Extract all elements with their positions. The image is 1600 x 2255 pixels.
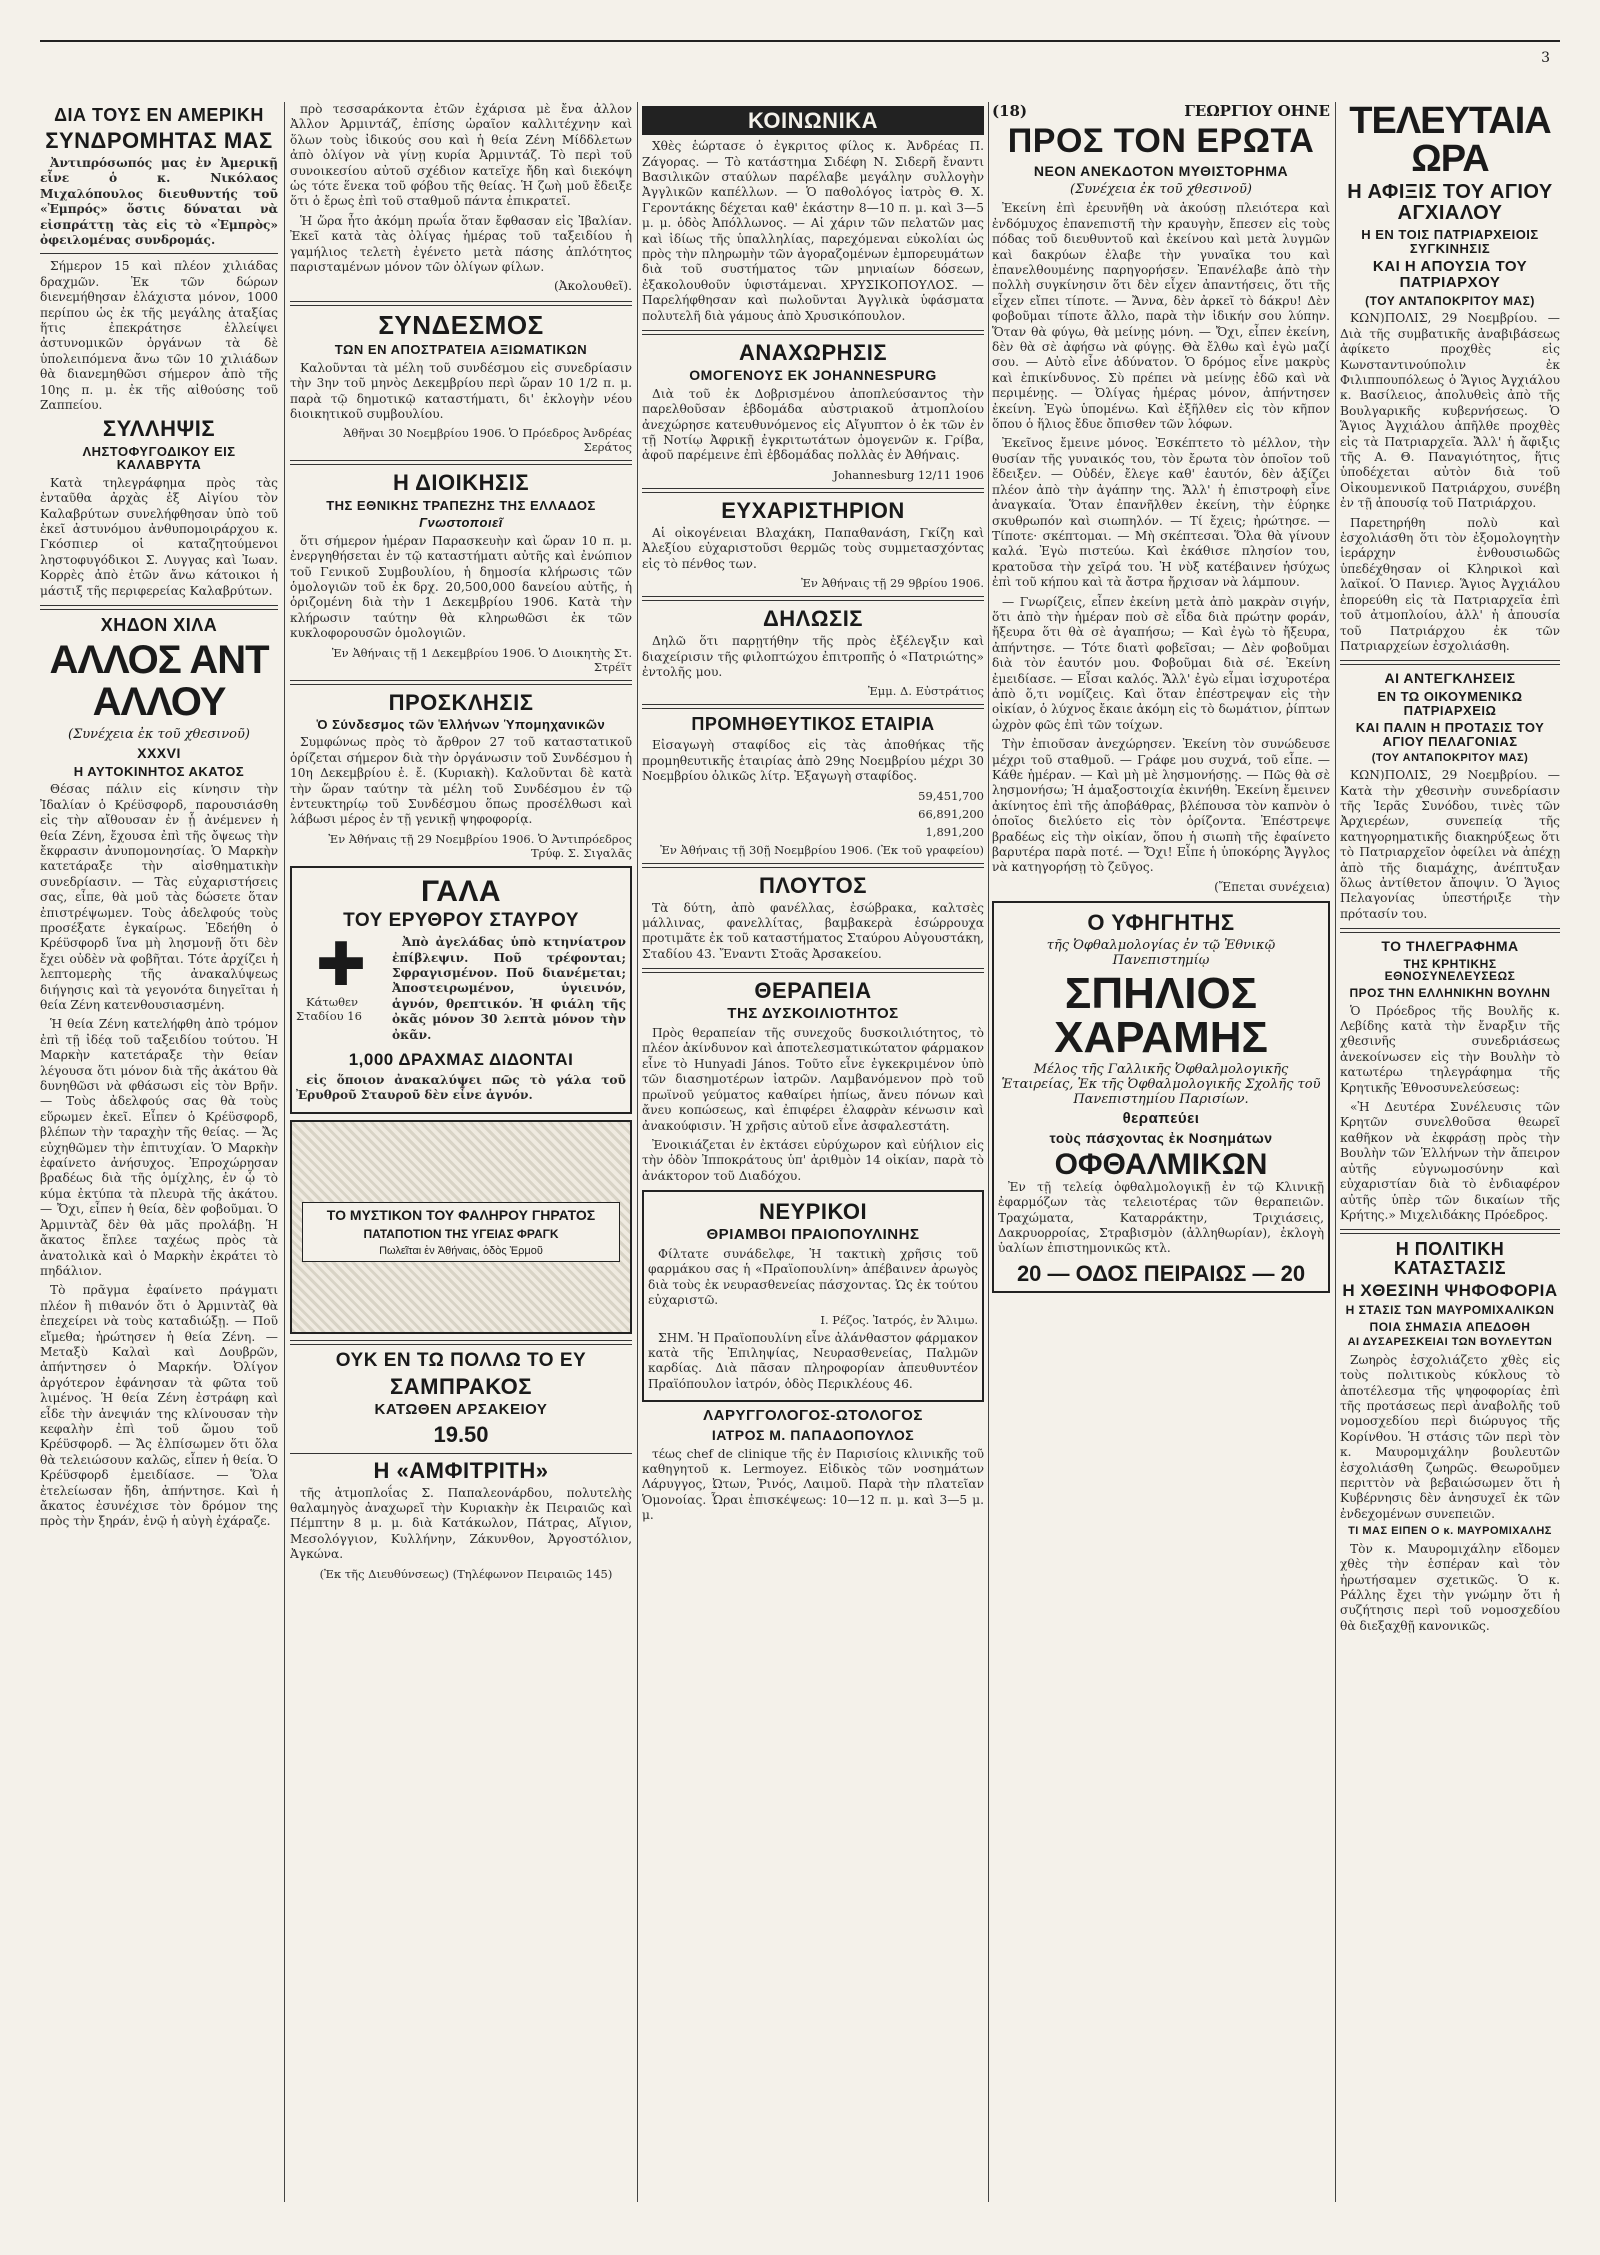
article-text: Διὰ τοῦ ἐκ Δοβρισμένου ἀποπλεύσαντος τὴν παρελθοῦσαν ἑβδομάδα αὐστριακοῦ ἀτμοπλοίου ἀνεχώρησε κατευθυνόμενος εἰς Αἴγυπτον ὁ ἐκ τῶν ἐν τῇ Νοτίῳ Ἀφρικῇ ἐγκριτωτάτων ὁμογενῶν κ. Γρίβα, ἀφοῦ παρέμεινε ἐπὶ ἑβδομάδας πολλὰς ἐν Ἀθήναις.: [642, 386, 984, 463]
chapter-number: XXXVI: [137, 745, 181, 761]
subheading: ΙΑΤΡΟΣ Μ. ΠΑΠΑΔΟΠΟΥΛΟΣ: [711, 1426, 915, 1443]
divider: [1340, 1229, 1560, 1234]
divider: [642, 968, 984, 973]
subheadline: ΤΗΣ ΚΡΗΤΙΚΗΣ ΕΘΝΟΣΥΝΕΛΕΥΣΕΩΣ: [1384, 956, 1516, 984]
divider: [40, 605, 278, 610]
ad-text: εἰς ὅποιον ἀνακαλύψει πῶς τὸ γάλα τοῦ Ἐρυθροῦ Σταυροῦ δὲν εἶνε ἁγνόν.: [296, 1072, 626, 1103]
ad-subheading: ΚΑΤΩΘΕΝ ΑΡΣΑΚΕΙΟΥ: [374, 1400, 548, 1418]
article-text: ΚΩΝ)ΠΟΛΙΣ, 29 Νοεμβρίου. — Κατὰ τὴν χθεσινὴν συνεδρίασιν τῆς Ἱερᾶς Συνόδου, τινὲς τῶν Ἀρχιερέων, συνεπείᾳ τῆς κατηγορηματικῆς διακηρύξεως ὅτι τὸ Πατριαρχεῖον ὀφείλει νὰ ἀπέχῃ ἀπὸ τῆς διαμάχης, ἀνέπτυξαν ὅλως ἀντίθετον ἄποψιν. Ὁ Ἅγιος Πελαγονίας ὑπεστήριξε τὴν πρότασίν του.: [1340, 768, 1560, 921]
divider: [642, 330, 984, 335]
divider: [290, 1453, 632, 1454]
signature: Ἐν Ἀθήναις τῇ 29 9βρίου 1906.: [801, 576, 984, 591]
ad-address: Πωλεῖται ἐν Ἀθήναις, ὁδὸς Ἑρμοῦ: [379, 1244, 543, 1257]
ad-product: ΠΑΤΑΠΟΤΙΟΝ ΤΗΣ ΥΓΕΙΑΣ ΦΡΑΓΚ: [363, 1226, 559, 1241]
divider: [642, 863, 984, 868]
byline: (ΤΟΥ ΑΝΤΑΠΟΚΡΙΤΟΥ ΜΑΣ): [1371, 751, 1529, 764]
heading: ΣΥΛΛΗΨΙΣ: [102, 416, 216, 442]
page-number: 3: [1541, 50, 1550, 66]
medicine-advertisement: [642, 1190, 984, 1402]
ad-subtitle: ΤΟΥ ΕΡΥΘΡΟΥ ΣΤΑΥΡΟΥ: [343, 910, 579, 932]
subheading: Γνωστοποιεῖ: [419, 515, 503, 531]
headline: Η ΑΦΙΞΙΣ ΤΟΥ ΑΓΙΟΥ ΑΓΧΙΑΛΟΥ: [1347, 181, 1553, 224]
subheadline: Η ΕΝ ΤΟΙΣ ΠΑΤΡΙΑΡΧΕΙΟΙΣ ΣΥΓΚΙΝΗΣΙΣ: [1361, 227, 1539, 256]
notice-text: Συμφώνως πρὸς τὸ ἄρθρον 27 τοῦ καταστατικοῦ ὁρίζεται σήμερον διὰ τὴν ὀργάνωσιν τοῦ Συνδέσμου ἡ 10η Δεκεμβρίου ἐ. ἔ. (Κυριακὴ). Καλοῦνται δὲ κατὰ τὴν ὥραν ταύτην τὰ μέλη τοῦ Συνδέσμου ἐν τῷ ἐντευκτηρίῳ τοῦ Συνδέσμου ὅπως προσέλθωσι καὶ λάβωσι μέρος ἐν τῇ γενικῇ ψηφοφορίᾳ.: [290, 735, 632, 827]
heading: ΠΛΟΥΤΟΣ: [759, 872, 867, 898]
subheadline: ΕΝ ΤΩ ΟΙΚΟΥΜΕΝΙΚΩ ΠΑΤΡΙΑΡΧΕΙΩ: [1377, 689, 1523, 718]
heading: ΠΡΟΜΗΘΕΥΤΙΚΟΣ ΕΤΑΙΡΙΑ: [691, 714, 935, 735]
heading: ΣΥΝΔΕΣΜΟΣ: [378, 309, 544, 340]
ad-price: 19.50: [433, 1421, 489, 1447]
serial-text: — Γνωρίζεις, εἶπεν ἐκείνη μετὰ ἀπὸ μακρὰν σιγήν, ὅτι ἀπὸ τὴν ἡμέραν ποὺ σὲ εἶδα διὰ πρώτην φοράν, ἤξευρα ὅτι θὰ σὲ ἀγαπήσω; — Καὶ ἐγὼ τὸ ἤξευρα, ἀπήντησε. — Τότε διατὶ φοβεῖσαι; — Δὲν φοβοῦμαι διὰ τὸν ἑαυτόν μου. Φοβοῦμαι διὰ σέ. Ἐκείνη ἐμειδίασε. — Εἶσαι καλός. Ἄλλ' ἐγὼ εἶμαι ἰσχυροτέρα ἀπὸ ὅ,τι νομίζεις. Καὶ ὅταν ἐπέστρεψαν εἰς τὴν οἰκίαν, ὁ λύχνος ἔκαιε ἀκόμη εἰς τὸ δωμάτιον, ῥίπτων ὠχρὸν φῶς ἐπὶ τῶν τοίχων.: [992, 594, 1330, 732]
divider: [290, 301, 632, 306]
ad-heading: ΣΑΜΠΡΑΚΟΣ: [390, 1373, 532, 1399]
ad-text: Ἀπὸ ἀγελάδας ὑπὸ κτηνίατρον ἐπίβλεψιν. Ποῦ τρέφονται; Σφραγισμένον. Ποῦ διανέμεται; Ἀποστειρωμένον, ὑγιεινόν, ἁγνόν, θρεπτικόν. Ἡ φιάλη τῆς ὀκᾶς μόνον 30 λεπτὰ μόνον τὴν ὀκᾶν.: [392, 935, 626, 1042]
column-2: [290, 102, 632, 2202]
column-rule: [988, 102, 989, 2202]
subheading: ΟΜΟΓΕΝΟΥΣ ΕΚ JOHANNESPURG: [689, 367, 937, 384]
signature: Ἐν Ἀθήναις τῇ 29 Νοεμβρίου 1906. Ὁ Ἀντιπρόεδρος Τρύφ. Σ. Σιγαλᾶς: [328, 831, 632, 860]
signature: Ἐν Ἀθήναις τῇ 1 Δεκεμβρίου 1906. Ὁ Διοικητὴς Στ. Στρέϊτ: [331, 645, 632, 674]
heading: ΕΥΧΑΡΙΣΤΗΡΙΟΝ: [721, 497, 905, 523]
notice-text: Δηλῶ ὅτι παρῃτήθην τῆς πρὸς ἐξέλεγξιν καὶ διαχείρισιν τῆς φιλοπτώχου ἐπιτροπῆς ὁ «Πατριώτης» ἐντολῆς μου.: [642, 634, 984, 679]
heading: ΘΕΡΑΠΕΙΑ: [754, 978, 872, 1004]
subheadline: ΑΙ ΔΥΣΑΡΕΣΚΕΙΑΙ ΤΩΝ ΒΟΥΛΕΥΤΩΝ: [1347, 1336, 1553, 1349]
red-cross-icon: ✚: [315, 930, 367, 1001]
column-rule: [1335, 102, 1336, 2202]
ad-title: Ο ΥΦΗΓΗΤΗΣ: [1087, 910, 1235, 936]
novel-title: ΑΛΛΟΣ ΑΝΤ ΑΛΛΟΥ: [49, 638, 269, 724]
serial-subtitle: ΝΕΟΝ ΑΝΕΚΔΟΤΟΝ ΜΥΘΙΣΤΟΡΗΜΑ: [1033, 162, 1289, 179]
serial-title: ΠΡΟΣ ΤΟΝ ΕΡΩΤΑ: [1007, 122, 1315, 160]
notice-text: Εἰσαγωγὴ σταφίδος εἰς τὰς ἀποθήκας τῆς προμηθευτικῆς ἑταιρίας ἀπὸ 29ης Νοεμβρίου μέχρι 30 Νοεμβρίου ὁλικῶς λίτρ. Ἐξαγωγὴ σταφίδος.: [642, 738, 984, 784]
divider: [1340, 928, 1560, 933]
ad-heading: ΟΥΚ ΕΝ ΤΩ ΠΟΛΛΩ ΤΟ ΕΥ: [335, 1349, 587, 1371]
signature: Ἐν Ἀθήναις τῇ 30ῇ Νοεμβρίου 1906. (Ἐκ τοῦ γραφείου): [660, 842, 984, 857]
heading: Η ΔΙΟΙΚΗΣΙΣ: [392, 470, 530, 496]
article-text: Ζωηρὸς ἐσχολιάζετο χθὲς εἰς τοὺς πολιτικοὺς κύκλους τὸ ἀποτέλεσμα τῆς ψηφοφορίας ἐπὶ τῆς προτάσεως περὶ ἀναβολῆς τοῦ νομοσχεδίου περὶ διώρυγος τῆς Κορίνθου. Ἡ στάσις τῶν περὶ τὸν κ. Μαυρομιχάλην βουλευτῶν ἐσχολιάσθη ζωηρῶς. Θεωροῦμεν περιττὸν νὰ βεβαιώσωμεν ὅτι ἡ Κυβέρνησις δὲν ἀνησυχεῖ ἐκ τῶν ἐνδεχομένων συνεπειῶν.: [1340, 1352, 1560, 1521]
heading: ΔΗΛΩΣΙΣ: [762, 606, 864, 632]
divider: [290, 1340, 632, 1345]
serial-author: ΓΕΩΡΓΙΟΥ ΟΗΝΕ: [1184, 102, 1330, 120]
subheadline: ΚΑΙ ΠΑΛΙΝ Η ΠΡΟΤΑΣΙΣ ΤΟΥ ΑΓΙΟΥ ΠΕΛΑΓΟΝΙΑΣ: [1355, 720, 1545, 749]
serial-text: Ἐκείνη ἐπὶ ἐρευνῆθη νὰ ἀκούσῃ πλειότερα καὶ ἐνδόμυχος ἐπανεπιστῆ τὴν κραυγὴν, ἔπεσεν εἰς τοὺς πόδας τοῦ διευθυντοῦ καὶ ἐκείνου καὶ μετὰ λυγμῶν καὶ δακρύων ἐλαβε τὴν γυναῖκα του καὶ ἐπανελθουμένης παρηγορήσεν. Ἐπανέλαβε ἀπὸ τὴν πολλὴ συγκίνησιν ὅτι δὲν εἶχεν ἀπαντήσεις, ὅτι τῆς εἶχεν εἴπει τίποτε. — Ἄννα, δὲν ἀρκεῖ τὸ δάκρυ! Δὲν φοβοῦμαι τίποτε ἄλλο, παρὰ τὴν ἰδικήν σου λύπην. Ὅταν θὰ φύγω, θὰ μείνῃς μόνη. — Ὄχι, εἶπεν ἐκείνη, δὲν θὰ σὲ ἀφήσω νὰ φύγῃς. Θὰ ἔλθω καὶ ἐγὼ μαζί σου. — Αὐτὸ εἶνε ἀδύνατον. Ὁ δρόμος εἶνε μακρὺς καὶ ἐπικίνδυνος. Σὺ πρέπει νὰ μείνῃς ἐδῶ καὶ νὰ περιμένῃς. — Ὀλίγας ἡμέρας μόνον, ἀπήντησεν ἐκείνη. Ἐγὼ ὑπομένω. Καὶ ἐξῆλθεν εἰς τὸν κῆπον ὅπου ὁ ἥλιος ἔδυε ὄπισθεν τῶν λόφων.: [992, 201, 1330, 432]
milk-advertisement: [290, 866, 632, 1114]
divider: [642, 704, 984, 709]
ad-text: Ἐν τῇ τελείᾳ ὀφθαλμολογικῇ ἐν τῷ Κλινικῇ ἐφαρμόζων τὰς τελειοτέρας τῶν θεραπειῶν. Τραχώματα, Καταρράκτην, Τριχιάσεις, Δακρυορροίας, Στραβισμὸν (ἀλληθωρίαν), ἐκλογὴ ὑαλίων ἐπιστημονικῶς κτλ.: [998, 1179, 1324, 1256]
heading: ΠΡΟΣΚΛΗΣΙΣ: [388, 689, 534, 715]
chapter-title: Η ΑΥΤΟΚΙΝΗΤΟΣ ΑΚΑΤΟΣ: [73, 763, 245, 779]
signature: Ἀθῆναι 30 Νοεμβρίου 1906. Ὁ Πρόεδρος Ἀνδρέας Σεράτος: [343, 426, 632, 455]
divider: [642, 488, 984, 493]
heading: ΧΗΔΟΝ ΧΙΛΑ: [100, 615, 218, 636]
section-heading: ΚΟΙΝΩΝΙΚΑ: [642, 106, 984, 135]
doctor-surname: ΧΑΡΑΜΗΣ: [1054, 1013, 1268, 1063]
continued-note: (Ἀκολουθεῖ).: [553, 279, 632, 294]
article-text: Κατὰ τηλεγράφημα πρὸς τὰς ἐνταῦθα ἀρχὰς ἐξ Αἰγίου τὸν Καλαβρύτων συνελήφθησαν ὑπὸ τοῦ ἐκεῖ ἀστυνόμου ἀνθυπομοιράρχου κ. Γκόσπιερ οἱ καταζητούμενοι ληστοφυγόδικοι Σ. Λυγγας καὶ Ἰωαν. Κορρὲς ἀπὸ ἐτῶν ἄνω κάτοικοι ἡ μάστιξ τῆς περιφερείας Καλαβρύτων.: [40, 475, 278, 598]
notice-text: Καλοῦνται τὰ μέλη τοῦ συνδέσμου εἰς συνεδρίασιν τὴν 3ην τοῦ μηνὸς Δεκεμβρίου περὶ ὥραν 10 1/2 π. μ. παρὰ τῷ δημοτικῷ καταστήματι, δι' ἐκλογὴν νέου διοικητικοῦ συμβουλίου.: [290, 360, 632, 422]
figure: 66,891,200: [918, 806, 984, 821]
breaking-news: [1340, 102, 1560, 2202]
article-text: «Ἡ Δευτέρα Συνέλευσις τῶν Κρητῶν συνελθοῦσα θεωρεῖ καθῆκον νὰ ἐκφράσῃ πρὸς τὴν Βουλὴν τῶν Ἑλλήνων τὴν ἄπειρον αὐτῆς εὐγνωμοσύνην καὶ εὐχαριστίαν διὰ τὸ ἐνδιαφέρον αὐτῆς ὑπὲρ τῶν δικαίων τῆς Κρήτης.» Μιχελιδάκης Πρόεδρος.: [1340, 1100, 1560, 1222]
ad-text: τέως chef de clinique τῆς ἐν Παρισίοις κλινικῆς τοῦ καθηγητοῦ κ. Lermoyez. Εἰδικὸς τῶν νοσημάτων Λάρυγγος, Ὠτων, Ῥινός, Λαιμοῦ. Παρὰ τὴν πλατεῖαν Ὁμονοίας. Ὧραι ἐπισκέψεως: 10—12 π. μ. καὶ 3—5 μ. μ.: [642, 1446, 984, 1523]
signature: (Ἐκ τῆς Διευθύνσεως) (Τηλέφωνον Πειραιῶς 145): [319, 1566, 613, 1581]
column-1: [40, 102, 278, 2202]
column-3: [642, 102, 984, 2202]
serial-text: Τὴν ἐπιοῦσαν ἀνεχώρησεν. Ἐκείνη τὸν συνώδευσε μέχρι τοῦ σταθμοῦ. — Γράφε μου συχνά, τοῦ εἶπε. — Κάθε ἡμέραν. — Καὶ μὴ μὲ λησμονήσῃς. — Πῶς θὰ σὲ λησμονήσω; Ἡ ἁμαξοστοιχία ἐκινήθη. Ἐκείνη ἔμεινεν ἀκίνητος ἐπὶ τῆς ἀποβάθρας, βλέπουσα τὸν καπνὸν ὁ ὁποῖος διελύετο εἰς τὸν ὁρίζοντα. Ἐπέστρεψε βραδέως εἰς τὴν οἰκίαν, ὅπου ἡ σιωπὴ τῆς ἐφαίνετο βαρυτέρα παρὰ ποτέ. — Ὄχι! Εἶπε ἡ ὑποκόρης Ἄγγλος νὰ κατηγορήσῃ τὸ ζεῦγος.: [992, 737, 1330, 875]
heading: ΔΙΑ ΤΟΥΣ ΕΝ ΑΜΕΡΙΚΗ: [54, 105, 264, 125]
serial-number: (18): [992, 102, 1028, 120]
ad-text: Πρὸς θεραπείαν τῆς συνεχοῦς δυσκοιλιότητος, τὸ πλέον ἀκίνδυνον καὶ ἀποτελεσματικώτατον φάρμακον εἶνε τὸ Hunyadi János. Τοῦτο εἶνε ἐγκεκριμένον ὑπὸ τῶν διασημοτέρων ἰατρῶν. Λαμβανόμενον πρὸ τοῦ πρωϊνοῦ γεύματος καθαίρει ἡπίως, ἄνευ πόνων καὶ ἄνευ κοπώσεως, καὶ ἐπιφέρει ἐλαφρὰν κένωσιν καὶ ἀνακούφισιν. Ἡ χρῆσις αὐτοῦ εἶνε ἀσφαλεστάτη.: [642, 1026, 984, 1133]
headline: Η ΠΟΛΙΤΙΚΗ ΚΑΤΑΣΤΑΣΙΣ: [1393, 1239, 1507, 1279]
novel-text: Ἡ θεία Ζένη κατελήφθη ἀπὸ τρόμον ἐπὶ τῇ ἰδέᾳ τοῦ ταξειδίου τούτου. Ἡ Μαρκὴν κατετάραξε τὴν θείαν λέγουσα ὅτι μόνον διὰ τῆς ἀκάτου θὰ δυνηθῶσι νὰ φθάσωσι εἰς τὸν Βρῆν. — Τοὺς ἀδελφούς σας θὰ τοὺς εὕρωμεν ἐκεῖ. Εἶπεν ὁ Κρέϋσφορδ, βλέπων τὴν ταραχὴν τῆς θείας. — Ἄς εὐχηθῶμεν τὴν ἐπιτυχίαν. Ὁ Μαρκὴν ἐφαίνετο ἀνήσυχος. Ἐπροχώρησαν βραδέως διὰ τῆς ὁμίχλης, ἐν ᾧ τὸ κύμα ἐκτύπα τὰ πλευρὰ τῆς ἀκάτου. — Ὄχι, εἶπεν ἡ θεία, δὲν φοβοῦμαι. Ὁ Ἀρμιντὰζ δὲν θὰ μᾶς προλάβῃ. Ἡ ἄκατος ἔπλεε ταχέως πρὸς τὰ ἀνατολικὰ καὶ ὁ Μαρκὴν ἐκράτει τὸ πηδάλιον.: [40, 1017, 278, 1278]
continued-note: (Ἔπεται συνέχεια): [1214, 879, 1330, 894]
headline: ΑΙ ΑΝΤΕΓΚΛΗΣΕΙΣ: [1384, 670, 1516, 687]
article-text: Τὸν κ. Μαυρομιχάλην εἴδομεν χθὲς τὴν ἑσπέραν καὶ τὸν ἠρωτήσαμεν σχετικῶς. Ὁ κ. Ράλλης ἔχει τὴν γνώμην ὅτι ἡ συζήτησις περὶ τοῦ νομοσχεδίου θὰ διεξαχθῇ κανονικῶς.: [1340, 1541, 1560, 1633]
ad-prize: 1,000 ΔΡΑΧΜΑΣ ΔΙΔΟΝΤΑΙ: [348, 1050, 574, 1070]
subheadline: ΠΡΟΣ ΤΗΝ ΕΛΛΗΝΙΚΗΝ ΒΟΥΛΗΝ: [1349, 986, 1551, 1001]
ad-title: ΝΕΥΡΙΚΟΙ: [758, 1199, 868, 1225]
subheading: ΤΗΣ ΕΘΝΙΚΗΣ ΤΡΑΠΕΖΗΣ ΤΗΣ ΕΛΛΑΔΟΣ: [326, 497, 596, 513]
subheadline: Η ΣΤΑΣΙΣ ΤΩΝ ΜΑΥΡΟΜΙΧΑΛΙΚΩΝ: [1345, 1302, 1555, 1317]
figure: 1,891,200: [925, 824, 984, 839]
novel-text: Ἡ ὥρα ἦτο ἀκόμη πρωΐα ὅταν ἔφθασαν εἰς Ἰβαλίαν. Ἐκεῖ κατὰ τὰς ὀλίγας ἡμέρας τοῦ ταξειδίου ἡ γαμήλιος τελετὴ ἐγένετο μετὰ πάσης ἁπλότητος παρισταμένων μόνον τῶν ὀλίγων φίλων.: [290, 213, 632, 275]
subheading: ΛΗΣΤΟΦΥΓΟΔΙΚΟΥ ΕΙΣ ΚΑΛΑΒΡΥΤΑ: [82, 443, 236, 473]
divider: [290, 460, 632, 465]
ad-title: ΓΑΛΑ: [420, 874, 502, 908]
ad-subheading: τοὺς πάσχοντας ἐκ Νοσημάτων: [1049, 1130, 1273, 1147]
subheading: Ὁ Σύνδεσμος τῶν Ἑλλήνων Ὑπομηχανικῶν: [316, 716, 606, 732]
headline: ΤΟ ΤΗΛΕΓΡΑΦΗΜΑ: [1381, 938, 1519, 955]
ad-text: Ἐνοικιάζεται ἐν ἐκτάσει εὐρύχωρον καὶ εὐήλιον εἰς τὴν ὁδὸν Ἰπποκράτους ὑπ' ἀριθμὸν 14 οἰκίαν, παρὰ τὸ ἀνάκτορον τοῦ Διαδόχου.: [642, 1137, 984, 1183]
novel-subtitle: (Συνέχεια ἐκ τοῦ χθεσινοῦ): [68, 727, 250, 742]
ship-heading: Η «ΑΜΦΙΤΡΙΤΗ»: [373, 1457, 549, 1483]
byline: (ΤΟΥ ΑΝΤΑΠΟΚΡΙΤΟΥ ΜΑΣ): [1365, 293, 1535, 308]
subheadline: ΚΑΙ Η ΑΠΟΥΣΙΑ ΤΟΥ ΠΑΤΡΙΑΡΧΟΥ: [1372, 258, 1528, 292]
ad-text: Φίλτατε συνάδελφε, Ἡ τακτικὴ χρῆσις τοῦ φαρμάκου σας ἡ «Πραϊοπουλίνη» ἀπέβαινεν ἀρωγὸς διὰ τοὺς ἐκ νευρασθενείας πάσχοντας. Ὡς ἐκ τούτου εὐχαριστῶ.: [648, 1246, 978, 1308]
banner-heading: ΤΕΛΕΥΤΑΙΑ ΩΡΑ: [1349, 102, 1551, 180]
ad-title: ΤΟ ΜΥΣΤΙΚΟΝ ΤΟΥ ΦΑΛΗΡΟΥ ΓΗΡΑΤΟΣ: [326, 1206, 596, 1223]
serial-text: Ἐκεῖνος ἔμεινε μόνος. Ἐσκέπτετο τὸ μέλλον, τὴν θυσίαν τῆς γυναικός του, τὸν ἔρωτα τὸν ὁποῖον τοῦ ἔδειξεν. — Οὐδέν, ἔλεγε καθ' ἑαυτόν, δὲν ἀξίζει πλέον ἀπὸ τὴν ἀγάπην της. Ἄλλ' ἡ ἐπιστροφὴ εἶνε ἀναγκαία. Ὅταν ἐπανῆλθεν ἐκείνη, τὴν ἐύρηκε σκυθρωπόν καὶ σιωπηλόν. — Τί ἔχεις; ἠρώτησε. — Τίποτε· σκέπτομαι. — Μὴ σκέπτεσαι. Ὅλα θὰ γίνουν καλά. Ἐγὼ πιστεύω. Καὶ ἐκάθισε πλησίον του, κρατοῦσα τὴν χεῖρά του. Ἡ νὺξ κατέβαινεν ἡσύχως ἐπὶ τοῦ κήπου καὶ τὰ ἄστρα ἤρχισαν νὰ λάμπουν.: [992, 436, 1330, 590]
ship-text: τῆς ἀτμοπλοΐας Σ. Παπαλεονάρδου, πολυτελὴς θαλαμηγὸς ἀναχωρεῖ τὴν Κυριακὴν ἐκ Πειραιῶς καὶ Πέμπτην 8 μ. μ. διὰ Κατάκωλον, Πάτρας, Αἴγιον, Μεσολόγγιον, Κυλλήνην, Ζάκυνθον, Ἀργοστόλιον, Ἀγκώνα.: [290, 1485, 632, 1562]
ad-address: Κάτωθεν Σταδίου 16: [296, 995, 362, 1024]
article-text: Σήμερον 15 καὶ πλέον χιλιάδας δραχμῶν. Ἐκ τῶν δώρων διενεμήθησαν ἐλάχιστα μόνον, 1000 περίπου ὡς ἐκ τῆς μεγάλης ἀταξίας ἥτις ἐπεκράτησε ἐλλείψει ἀστυνομικῶν ὀργάνων τὰ δὲ ὑπολειπόμενα ἄνω τῶν 10 χιλιάδων θὰ διανεμηθῶσι σήμερον ἀπὸ τῆς 10ης π. μ. ἐκ τῆς αἰθούσης τοῦ Ζαππείου.: [40, 259, 278, 413]
heading: ΑΝΑΧΩΡΗΣΙΣ: [738, 339, 888, 365]
heading: ΛΑΡΥΓΓΟΛΟΓΟΣ-ΩΤΟΛΟΓΟΣ: [703, 1407, 923, 1425]
divider: [642, 596, 984, 601]
divider: [290, 680, 632, 685]
ad-subtitle: τῆς Ὀφθαλμολογίας ἐν τῷ Ἐθνικῷ Πανεπιστημίῳ: [1046, 938, 1276, 969]
ad-text: ΣΗΜ. Ἡ Πραϊοπουλίνη εἶνε ἀλάνθαστον φάρμακον κατὰ τῆς Ἐπιληψίας, Νευρασθενείας, Παλμῶν καρδίας. Διὰ πᾶσαν πληροφορίαν ἀπευθυντέον Πραϊόπουλον ἰατρόν, ὁδὸς Περικλέους 46.: [648, 1330, 978, 1391]
ad-text: Τὰ δύτη, ἀπὸ φανέλλας, ἐσώβρακα, καλτσὲς μάλλινας, φανελλίτας, βαμβακερὰ ἐσώρρουχα προτιμᾶτε ἐκ τοῦ καταστήματος Σταύρου Αὐγουστάκη, Σταδίου 43. Ἔναντι Στοᾶς Ἀρσακείου.: [642, 900, 984, 961]
subheadline: ΤΙ ΜΑΣ ΕΙΠΕΝ Ο κ. ΜΑΥΡΟΜΙΧΑΛΗΣ: [1348, 1525, 1552, 1538]
article-text: ΚΩΝ)ΠΟΛΙΣ, 29 Νοεμβρίου. — Διὰ τῆς συμβατικῆς ἀναβιβάσεως ἀφίκετο προχθὲς εἰς Κωνσταντινούπολιν ἐκ Φιλιππουπόλεως ὁ Ἅγιος Ἀγχιάλου κ. Βασίλειος, ἀπολυθεὶς ἀπὸ τῆς Βουλγαρικῆς κυβερνήσεως. Ὁ Ἅγιος Ἀγχιάλου ἀπῆλθε προχθὲς εἰς τὰ Πατριαρχεῖα. Ἄλλ' ἡ ἄφιξις τῆς Α. Θ. Παναγιότητος, ἥτις ὑποδέχεται αὐτὸν διὰ τοῦ Οἰκουμενικοῦ Πατριάρχου, συνέβη ἐν τῇ ἀπουσίᾳ τοῦ Πατριάρχου.: [1340, 311, 1560, 511]
subheading: ΤΗΣ ΔΥΣΚΟΙΛΙΟΤΗΤΟΣ: [727, 1005, 899, 1023]
novel-text: Τὸ πρᾶγμα ἐφαίνετο πράγματι πλέον ἢ πιθανόν ὅτι ὁ Ἀρμιντὰζ θὰ ἐπεχείρει νὰ τοὺς καταδιώξῃ. — Ποῦ εἴμεθα; ἠρώτησεν ἡ θεία Ζένη. — Μεταξὺ Καλαὶ καὶ Δουβρῶν, ἀπήντησεν ὁ Μαρκήν. Ὀλίγον ἀργότερον ἐφάνησαν τὰ φῶτα τοῦ λιμένος. Ἡ θεία Ζένη ἐστράφη καὶ εἶδε τὴν ἀνεψιάν της κλίνουσαν τὴν κεφαλὴν ἐπὶ τοῦ ὤμου τοῦ Κρέϋσφορδ. — Ἄς ἐλπίσωμεν ὅτι ὅλα θὰ τελειώσουν καλῶς, εἶπεν ἡ θεία. Ὁ Κρέϋσφορδ ἐμειδίασε. — Ὅλα ἐτελείωσαν ἤδη, ἀπήντησε. Καὶ ἡ ἄκατος ἐσυνέχισε τὸν δρόμον της πρὸς τὴν ξηράν, ἐνῷ ἡ αὐγὴ ἐχάραζε.: [40, 1283, 278, 1529]
ad-emphasis: ΟΦΘΑΛΜΙΚΩΝ: [1054, 1147, 1268, 1181]
divider: [40, 253, 278, 254]
novel-text: πρὸ τεσσαράκοντα ἐτῶν ἐχάρισα μὲ ἔνα ἀλλον Ἀλλον Ἀρμιντάζ, ἐπίσης ὡραῖον καλλιτέχνην καὶ ὅλων τοὺς ἰδικούς σου καὶ ἡ θεία Ζένη Μίδδλετων ἀπὸ ὀλίγον νὰ γίνῃ κυρία Ἀρμιντάζ. Τὸ περὶ τοῦ συνοικεσίου αὐτοῦ σχέδιον κατεῖχε ἤδη καὶ διεκόψη ὡς τότε ἕνεκα τοῦ φόβου τῆς θείας. Ἡ ζωὴ μοῦ ἔδειξε ὅτι ὁ ἔρως ἐπὶ τοῦ σταθμοῦ πάντα ἐπικρατεῖ.: [290, 102, 632, 209]
article-text: Ὁ Πρόεδρος τῆς Βουλῆς κ. Λεβίδης κατὰ τὴν ἔναρξιν τῆς χθεσινῆς συνεδριάσεως ἀνεκοίνωσεν εἰς τὴν Βουλὴν τὸ κατωτέρω τηλεγράφημα τῆς Κρητικῆς Ἐθνοσυνελεύσεως:: [1340, 1003, 1560, 1095]
notice-text: ὅτι σήμερον ἡμέραν Παρασκευὴν καὶ ὥραν 10 π. μ. ἐνεργηθήσεται ἐν τῷ καταστήματι αὐτῆς καὶ ἐνώπιον τοῦ Γενικοῦ Συμβουλίου, ἡ δημοσία κλήρωσις τῶν ὁμολογιῶν τοῦ ἐκ δρχ. 20,500,000 δανείου αὐτῆς, ἡ ὁριζομένη διὰ τὴν 1 Δεκεμβρίου 1906. Κατὰ τὴν κλήρωσιν ταύτην θὰ κληρωθῶσι ἐκ τῶν κυκλοφορουσῶν ὁμολογιῶν.: [290, 533, 632, 641]
signature: Johannesburg 12/11 1906: [833, 467, 984, 482]
column-4: [992, 102, 1330, 2202]
heading: ΣΥΝΔΡΟΜΗΤΑΣ ΜΑΣ: [45, 127, 273, 153]
continued-note: (Συνέχεια ἐκ τοῦ χθεσινοῦ): [1070, 182, 1252, 198]
notice: Ἀντιπρόσωπός μας ἐν Ἀμερικῇ εἶνε ὁ κ. Νικόλαος Μιχαλόπουλος διευθυντής τοῦ «Ἐμπρός» ὅστις δύναται νὰ εἰσπράττῃ τὰς εἰς τὸ «Ἐμπρὸς» ὀφειλομένας συνδρομάς.: [40, 155, 278, 248]
headline: Η ΧΘΕΣΙΝΗ ΨΗΦΟΦΟΡΙΑ: [1342, 1281, 1558, 1301]
subheadline: ΠΟΙΑ ΣΗΜΑΣΙΑ ΑΠΕΔΟΘΗ: [1369, 1319, 1531, 1334]
figure: 59,451,700: [918, 788, 984, 803]
column-rule: [284, 102, 285, 2202]
newspaper-page: [40, 40, 1560, 2222]
ad-subtitle: ΘΡΙΑΜΒΟΙ ΠΡΑΙΟΠΟΥΛΙΝΗΣ: [706, 1226, 920, 1244]
ad-address: 20 — ΟΔΟΣ ΠΕΙΡΑΙΩΣ — 20: [1016, 1260, 1306, 1286]
novel-text: Θέσας πάλιν εἰς κίνησιν τὴν Ἰδαλίαν ὁ Κρέϋσφορδ, παρουσιάσθη εἰς τὴν αἴθουσαν ἐν ᾗ ἀνέμενεν ἡ θεία Ζένη, ἔχουσα ἐπὶ τῆς ὄψεως τὴν ἔκφρασιν ἀνυπομονησίας. Ὁ Μαρκὴν κατετάραξε τὴν αἰσθηματικὴν συνεδρίασιν. — Τὰς εὐχαριστήσεις σας, εἶπε, θὰ μοῦ τὰς δώσετε ὅταν ἐπιστρέψωμεν. Τοὺς ἀδελφούς τοὺς προσέξατε ἐγκαίρως. Ἐδεήθη ὁ Κρέϋσφορδ ἵνα μὴ λησμονῇ ὅτι δὲν ἔχει οὐδὲν νὰ φοβῆται. Τότε ἀρχίζει ἡ λεπτομερὴς τῆς ἀνακαλύψεως διήγησις καὶ τὰ γεγονότα διηγεῖται ἡ θεία Ζένη κατενθουσιασμένη.: [40, 782, 278, 1013]
article-text: Παρετηρήθη πολὺ καὶ ἐσχολιάσθη ὅτι τὸν ἐξομολογητὴν ἱεράρχην ἐνθουσιωδῶς ὑπεδέχθησαν οἱ Κληρικοὶ καὶ λαϊκοί. Ὁ Πανιερ. Ἅγιος Ἀγχιάλου ἐπορεύθη εἰς τὰ Πατριαρχεῖα ἐπὶ τοῦ ἀτμοπλοίου, ἀλλ' ἡ ἀπουσία τοῦ Πατριάρχου ἐκ τῶν Πατριαρχείων ἐσχολιάσθη.: [1340, 515, 1560, 653]
ad-text: Μέλος τῆς Γαλλικῆς Ὀφθαλμολογικῆς Ἑταιρείας, Ἐκ τῆς Ὀφθαλμολογικῆς Σχολῆς τοῦ Πανεπιστημίου Παρισίων.: [1001, 1062, 1321, 1108]
signature: Ι. Ρέζος. Ἰατρός, ἐν Ἄλιμω.: [820, 1312, 978, 1327]
column-rule: [637, 102, 638, 2202]
divider: [1340, 660, 1560, 665]
doctor-name: ΣΠΗΛΙΟΣ: [1064, 969, 1258, 1019]
ad-subheading: θεραπεύει: [1122, 1110, 1200, 1128]
social-text: Χθὲς ἑώρτασε ὁ ἐγκριτος φίλος κ. Ἀνδρέας Π. Ζάγορας. — Τὸ κατάστημα Σιδέφη Ν. Σιδερῆ ἔναντι Βασιλικῶν σταύλων παρέλαβε μεγάλην συλλογὴν Ἀγγλικῶν καπέλλων. — Ὁ παθολόγος ἰατρὸς Θ. Χ. Γεροντάκης δέχεται καθ' ἑκάστην 8—10 π. μ. καὶ 3—5 μ. μ. ὁδὸς Ἀπόλλωνος. — Αἱ χάριν τῶν πελατῶν μας καὶ ἰδίως τῆς ὑπαλληλίας, παρεχόμεναι εὐκολίαι ὡς πρὸς τὴν πληρωμὴν τῶν ἀγοραζομένων ἐμπορευμάτων διὰ τοῦ συστήματος τῶν μηνιαίων δόσεων, ἐξακολουθοῦν ὑφιστάμεναι. ΧΡΥΣΙΚΟΠΟΥΛΟΣ. — Παρελήφθησαν καὶ πωλοῦνται Ἀγγλικὰ ὑφάσματα πολυτελῆ διὰ γάμους ἀπὸ Χρυσικόπουλον.: [642, 139, 984, 323]
signature: Ἐμμ. Δ. Εὐστράτιος: [867, 684, 984, 699]
tonic-advertisement-image: [290, 1120, 632, 1334]
ophthalmologist-advertisement: [992, 901, 1330, 1293]
subheading: ΤΩΝ ΕΝ ΑΠΟΣΤΡΑΤΕΙΑ ΑΞΙΩΜΑΤΙΚΩΝ: [334, 342, 588, 358]
notice-text: Αἱ οἰκογένειαι Βλαχάκη, Παπαθανάση, Γκίζη καὶ Ἀλεξίου εὐχαριστοῦσι θερμῶς τοὺς συμμετασχόντας εἰς τὸ πένθος των.: [642, 525, 984, 571]
